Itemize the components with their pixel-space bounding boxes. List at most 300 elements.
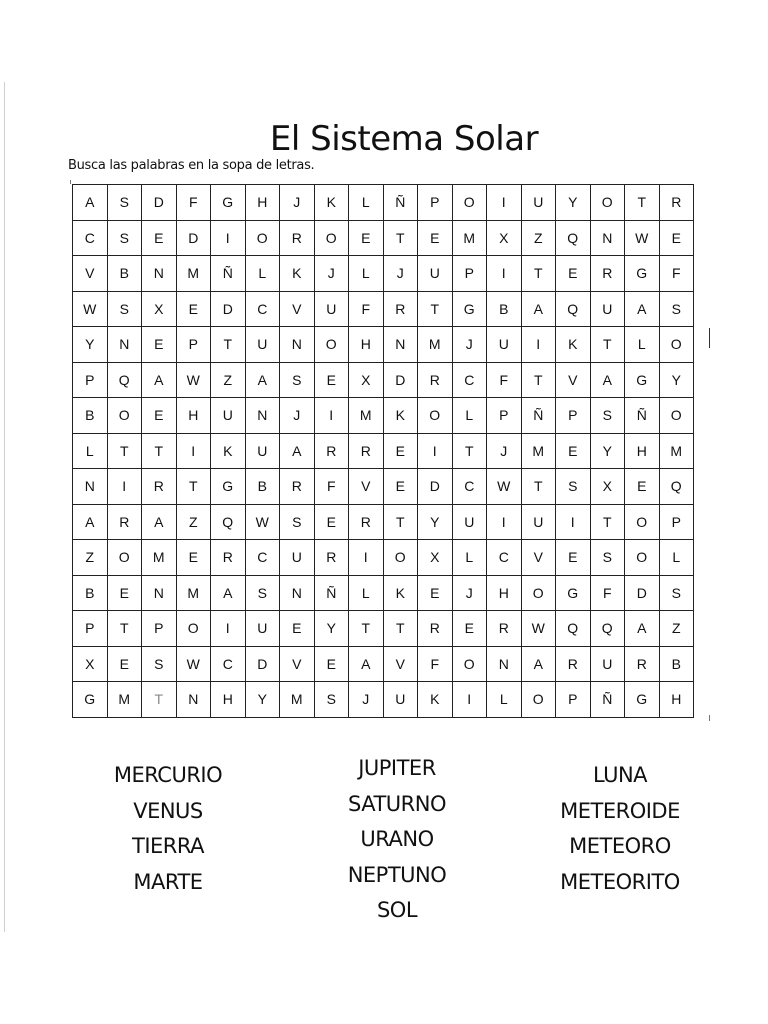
grid-cell: I [521, 327, 556, 363]
grid-cell: O [107, 540, 142, 576]
grid-cell: Y [245, 682, 280, 718]
grid-cell: P [176, 327, 211, 363]
grid-cell: S [107, 291, 142, 327]
grid-cell: N [280, 575, 315, 611]
grid-cell: S [659, 291, 694, 327]
grid-cell: S [142, 646, 177, 682]
grid-cell: A [590, 362, 625, 398]
grid-cell: E [314, 646, 349, 682]
grid-cell: A [625, 611, 660, 647]
grid-cell: S [314, 682, 349, 718]
grid-cell: T [521, 362, 556, 398]
grid-cell: B [73, 398, 108, 434]
grid-cell: T [590, 504, 625, 540]
grid-cell: M [280, 682, 315, 718]
grid-cell: I [556, 504, 591, 540]
word-item: MARTE [133, 869, 203, 894]
grid-cell: B [73, 575, 108, 611]
word-list-column-3 [530, 758, 710, 900]
grid-cell: D [383, 362, 418, 398]
grid-cell: N [487, 646, 522, 682]
grid-cell: L [452, 540, 487, 576]
grid-cell: S [107, 220, 142, 256]
grid-cell: S [280, 504, 315, 540]
grid-cell: F [487, 362, 522, 398]
grid-cell: T [176, 469, 211, 505]
grid-cell: H [659, 682, 694, 718]
grid-cell: T [142, 682, 177, 718]
grid-cell: R [280, 220, 315, 256]
grid-cell: S [245, 575, 280, 611]
grid-cell: Z [176, 504, 211, 540]
grid-cell: S [659, 575, 694, 611]
grid-cell: A [142, 504, 177, 540]
corner-mark [70, 180, 71, 184]
grid-cell: S [280, 362, 315, 398]
grid-cell: M [176, 575, 211, 611]
grid-cell: U [211, 398, 246, 434]
grid-cell: T [142, 433, 177, 469]
grid-row [73, 540, 694, 576]
grid-cell: I [418, 433, 453, 469]
grid-cell: E [176, 540, 211, 576]
grid-cell: N [383, 327, 418, 363]
grid-cell: Ñ [590, 682, 625, 718]
grid-cell: I [211, 611, 246, 647]
grid-cell: Y [418, 504, 453, 540]
grid-cell: Q [211, 504, 246, 540]
grid-cell: S [590, 398, 625, 434]
grid-cell: O [418, 398, 453, 434]
grid-cell: X [142, 291, 177, 327]
grid-cell: D [142, 185, 177, 221]
grid-cell: U [521, 504, 556, 540]
grid-cell: N [73, 469, 108, 505]
grid-cell: T [211, 327, 246, 363]
word-item: SOL [376, 898, 418, 922]
grid-cell: W [73, 291, 108, 327]
grid-cell: E [107, 646, 142, 682]
grid-cell: P [487, 398, 522, 434]
grid-cell: I [452, 682, 487, 718]
word-search-grid [72, 184, 694, 718]
grid-cell: R [280, 469, 315, 505]
grid-cell: F [418, 646, 453, 682]
grid-cell: V [280, 646, 315, 682]
grid-cell: J [487, 433, 522, 469]
grid-cell: T [349, 611, 384, 647]
grid-cell: U [280, 540, 315, 576]
grid-cell: E [176, 291, 211, 327]
grid-cell: J [280, 398, 315, 434]
word-list-column-2 [307, 751, 487, 929]
grid-cell: L [487, 682, 522, 718]
grid-cell: I [176, 433, 211, 469]
grid-cell: Y [659, 362, 694, 398]
grid-cell: O [659, 398, 694, 434]
word-item: TIERRA [132, 834, 204, 858]
grid-cell: J [314, 256, 349, 292]
grid-cell: X [418, 540, 453, 576]
grid-cell: H [349, 327, 384, 363]
grid-cell: P [452, 256, 487, 292]
grid-cell: N [590, 220, 625, 256]
grid-cell: S [556, 469, 591, 505]
grid-cell: L [349, 185, 384, 221]
grid-cell: K [383, 398, 418, 434]
grid-cell: U [245, 327, 280, 363]
grid-cell: O [107, 398, 142, 434]
grid-cell: G [73, 682, 108, 718]
grid-cell: I [487, 504, 522, 540]
grid-cell: Z [659, 611, 694, 647]
grid-cell: W [245, 504, 280, 540]
grid-cell: I [107, 469, 142, 505]
grid-cell: E [556, 433, 591, 469]
grid-cell: Q [590, 611, 625, 647]
grid-cell: D [245, 646, 280, 682]
grid-cell: O [521, 575, 556, 611]
grid-cell: Q [659, 469, 694, 505]
grid-cell: R [418, 611, 453, 647]
grid-cell: Z [521, 220, 556, 256]
grid-row [73, 611, 694, 647]
grid-cell: N [176, 682, 211, 718]
grid-cell: M [659, 433, 694, 469]
grid-cell: H [211, 682, 246, 718]
grid-cell: E [556, 256, 591, 292]
grid-cell: T [418, 291, 453, 327]
grid-cell: C [452, 362, 487, 398]
grid-cell: A [73, 504, 108, 540]
grid-cell: F [349, 291, 384, 327]
grid-cell: E [349, 220, 384, 256]
grid-cell: O [245, 220, 280, 256]
grid-cell: E [383, 433, 418, 469]
grid-cell: K [280, 256, 315, 292]
grid-cell: B [107, 256, 142, 292]
grid-cell: D [418, 469, 453, 505]
grid-cell: O [176, 611, 211, 647]
grid-cell: C [245, 540, 280, 576]
grid-cell: M [142, 540, 177, 576]
grid-cell: A [73, 185, 108, 221]
grid-cell: J [383, 256, 418, 292]
grid-row [73, 469, 694, 505]
grid-cell: L [349, 575, 384, 611]
grid-cell: G [625, 362, 660, 398]
grid-cell: P [142, 611, 177, 647]
grid-cell: L [452, 398, 487, 434]
grid-cell: T [383, 220, 418, 256]
grid-cell: T [107, 611, 142, 647]
grid-cell: O [383, 540, 418, 576]
margin-mark [709, 328, 710, 348]
grid-cell: U [418, 256, 453, 292]
grid-cell: U [245, 611, 280, 647]
grid-cell: P [73, 362, 108, 398]
grid-cell: E [142, 398, 177, 434]
grid-cell: L [73, 433, 108, 469]
grid-cell: U [245, 433, 280, 469]
grid-cell: Q [556, 220, 591, 256]
grid-cell: R [142, 469, 177, 505]
grid-cell: Ñ [625, 398, 660, 434]
grid-cell: J [452, 575, 487, 611]
grid-cell: B [245, 469, 280, 505]
grid-cell: E [107, 575, 142, 611]
grid-cell: L [245, 256, 280, 292]
grid-cell: S [590, 540, 625, 576]
grid-cell: A [245, 362, 280, 398]
grid-cell: X [349, 362, 384, 398]
grid-cell: O [659, 327, 694, 363]
grid-cell: T [383, 504, 418, 540]
grid-cell: M [521, 433, 556, 469]
grid-cell: L [659, 540, 694, 576]
grid-cell: P [73, 611, 108, 647]
grid-cell: P [556, 682, 591, 718]
grid-cell: Q [556, 291, 591, 327]
grid-cell: V [280, 291, 315, 327]
grid-row [73, 256, 694, 292]
grid-cell: U [487, 327, 522, 363]
grid-row [73, 433, 694, 469]
grid-cell: R [487, 611, 522, 647]
grid-cell: D [176, 220, 211, 256]
grid-cell: R [659, 185, 694, 221]
word-item: SATURNO [348, 791, 446, 816]
grid-row [73, 575, 694, 611]
grid-cell: B [659, 646, 694, 682]
corner-mark [709, 715, 710, 721]
grid-cell: W [176, 362, 211, 398]
grid-cell: G [625, 682, 660, 718]
grid-cell: C [245, 291, 280, 327]
grid-row [73, 398, 694, 434]
grid-cell: G [556, 575, 591, 611]
word-item: METEROIDE [560, 798, 680, 823]
word-item: NEPTUNO [347, 862, 447, 887]
grid-cell: N [142, 575, 177, 611]
grid-cell: O [625, 504, 660, 540]
grid-cell: K [314, 185, 349, 221]
grid-cell: T [452, 433, 487, 469]
grid-cell: O [314, 220, 349, 256]
grid-cell: C [487, 540, 522, 576]
grid-cell: E [280, 611, 315, 647]
grid-cell: B [487, 291, 522, 327]
grid-cell: H [625, 433, 660, 469]
grid-cell: I [487, 256, 522, 292]
grid-cell: D [211, 291, 246, 327]
grid-cell: A [625, 291, 660, 327]
grid-cell: T [590, 327, 625, 363]
grid-cell: K [556, 327, 591, 363]
grid-cell: Z [73, 540, 108, 576]
grid-cell: R [349, 433, 384, 469]
grid-cell: A [521, 646, 556, 682]
grid-cell: R [349, 504, 384, 540]
grid-cell: N [142, 256, 177, 292]
grid-cell: T [383, 611, 418, 647]
grid-cell: Q [556, 611, 591, 647]
word-item: VENUS [133, 798, 203, 823]
grid-cell: T [625, 185, 660, 221]
grid-cell: E [659, 220, 694, 256]
grid-cell: A [521, 291, 556, 327]
grid-cell: I [487, 185, 522, 221]
grid-cell: O [452, 185, 487, 221]
grid-cell: W [487, 469, 522, 505]
grid-cell: P [556, 398, 591, 434]
word-item: JUPITER [358, 756, 436, 780]
grid-cell: F [176, 185, 211, 221]
grid-cell: R [211, 540, 246, 576]
grid-cell: R [625, 646, 660, 682]
grid-cell: G [211, 469, 246, 505]
grid-cell: V [521, 540, 556, 576]
grid-cell: P [659, 504, 694, 540]
grid-cell: E [142, 220, 177, 256]
grid-cell: Y [590, 433, 625, 469]
grid-cell: X [590, 469, 625, 505]
grid-cell: U [383, 682, 418, 718]
word-list-column-1 [78, 758, 258, 900]
grid-cell: H [245, 185, 280, 221]
grid-cell: E [625, 469, 660, 505]
grid-cell: U [521, 185, 556, 221]
grid-cell: T [521, 469, 556, 505]
grid-cell: T [107, 433, 142, 469]
grid-cell: Ñ [383, 185, 418, 221]
grid-cell: N [280, 327, 315, 363]
grid-cell: F [314, 469, 349, 505]
grid-cell: X [487, 220, 522, 256]
grid-cell: U [452, 504, 487, 540]
grid-cell: E [314, 362, 349, 398]
grid-cell: R [314, 540, 349, 576]
grid-cell: R [314, 433, 349, 469]
grid-cell: E [142, 327, 177, 363]
grid-cell: M [452, 220, 487, 256]
grid-cell: J [349, 682, 384, 718]
grid-cell: E [452, 611, 487, 647]
grid-cell: W [521, 611, 556, 647]
grid-cell: T [521, 256, 556, 292]
grid-cell: M [176, 256, 211, 292]
grid-cell: D [625, 575, 660, 611]
grid-cell: W [176, 646, 211, 682]
grid-row [73, 185, 694, 221]
grid-cell: I [211, 220, 246, 256]
grid-cell: V [556, 362, 591, 398]
grid-row [73, 646, 694, 682]
grid-cell: I [349, 540, 384, 576]
grid-row [73, 504, 694, 540]
word-item: URANO [360, 827, 434, 851]
grid-cell: N [107, 327, 142, 363]
grid-cell: G [211, 185, 246, 221]
grid-cell: N [245, 398, 280, 434]
grid-cell: W [625, 220, 660, 256]
grid-cell: R [383, 291, 418, 327]
grid-cell: M [349, 398, 384, 434]
grid-cell: S [107, 185, 142, 221]
grid-row [73, 362, 694, 398]
word-item: MERCURIO [113, 763, 223, 787]
grid-cell: C [73, 220, 108, 256]
grid-cell: G [452, 291, 487, 327]
grid-cell: L [349, 256, 384, 292]
grid-cell: R [107, 504, 142, 540]
word-item: LUNA [592, 763, 648, 787]
grid-cell: Ñ [211, 256, 246, 292]
grid-cell: Ñ [521, 398, 556, 434]
grid-cell: E [314, 504, 349, 540]
grid-cell: H [487, 575, 522, 611]
grid-cell: O [521, 682, 556, 718]
word-item: METEORITO [560, 869, 680, 894]
grid-cell: K [211, 433, 246, 469]
grid-row [73, 682, 694, 718]
grid-cell: Y [556, 185, 591, 221]
grid-cell: E [556, 540, 591, 576]
grid-row [73, 291, 694, 327]
grid-cell: L [625, 327, 660, 363]
grid-cell: E [418, 575, 453, 611]
grid-cell: U [590, 291, 625, 327]
grid-cell: K [383, 575, 418, 611]
grid-cell: O [314, 327, 349, 363]
grid-cell: U [314, 291, 349, 327]
grid-cell: O [625, 540, 660, 576]
grid-cell: U [590, 646, 625, 682]
page-edge-line [4, 82, 5, 932]
grid-cell: O [452, 646, 487, 682]
grid-row [73, 327, 694, 363]
grid-cell: R [418, 362, 453, 398]
grid-cell: Q [107, 362, 142, 398]
grid-cell: R [590, 256, 625, 292]
grid-cell: X [73, 646, 108, 682]
grid-cell: A [211, 575, 246, 611]
grid-cell: F [590, 575, 625, 611]
grid-cell: O [590, 185, 625, 221]
grid-cell: M [418, 327, 453, 363]
grid-cell: G [625, 256, 660, 292]
instructions: Busca las palabras en la sopa de letras. [68, 158, 315, 173]
grid-cell: C [211, 646, 246, 682]
grid-cell: F [659, 256, 694, 292]
grid-cell: Ñ [314, 575, 349, 611]
grid-cell: A [280, 433, 315, 469]
grid-cell: E [383, 469, 418, 505]
grid-cell: J [452, 327, 487, 363]
grid-cell: I [314, 398, 349, 434]
grid-cell: V [349, 469, 384, 505]
grid-cell: A [142, 362, 177, 398]
grid-cell: Y [73, 327, 108, 363]
page-title: El Sistema Solar [269, 118, 539, 159]
grid-cell: P [418, 185, 453, 221]
grid-cell: R [556, 646, 591, 682]
grid-cell: Z [211, 362, 246, 398]
grid-row [73, 220, 694, 256]
grid-cell: E [418, 220, 453, 256]
grid-cell: C [452, 469, 487, 505]
grid-cell: V [73, 256, 108, 292]
